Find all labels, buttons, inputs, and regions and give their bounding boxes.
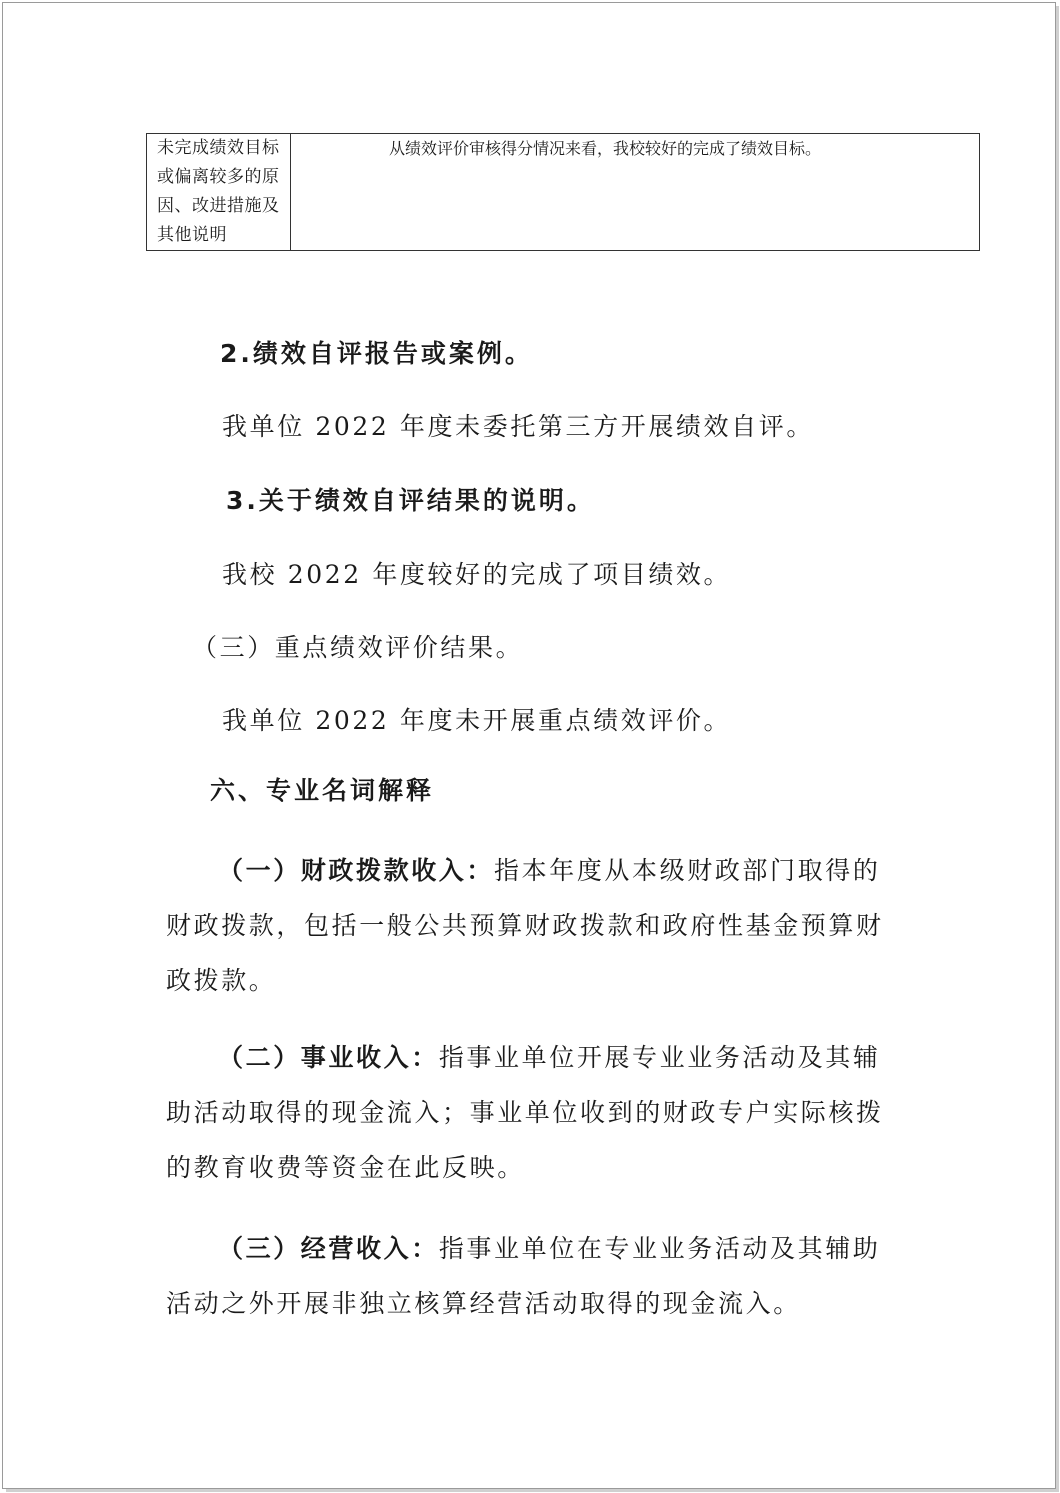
section-body-3: 我校 2022 年度较好的完成了项目绩效。 [222,560,732,589]
term-2-definition-start: 指事业单位开展专业业务活动及其辅 [438,1043,881,1072]
section-heading-2: 2.绩效自评报告或案例。 [220,339,533,368]
table-content-cell [291,134,980,251]
key-evaluation-body: 我单位 2022 年度未开展重点绩效评价。 [222,706,732,735]
chapter-six-heading: 六、专业名词解释 [210,776,435,805]
term-2-label: （二）事业收入： [218,1043,439,1072]
term-2-line-1 [218,1040,880,1076]
term-3-line-2: 活动之外开展非独立核算经营活动取得的现金流入。 [166,1289,801,1318]
term-2-line-3: 的教育收费等资金在此反映。 [166,1153,525,1182]
term-3-label: （三）经营收入： [218,1234,439,1263]
term-1-line-3: 政拨款。 [166,966,277,995]
table-label-line: 其他说明 [157,225,227,245]
term-3-definition-start: 指事业单位在专业业务活动及其辅助 [438,1234,881,1263]
table-row [147,134,980,251]
key-evaluation-heading: （三）重点绩效评价结果。 [192,633,524,662]
page-shadow [1056,6,1059,1492]
page-shadow [6,1489,1058,1492]
table-content-text: 从绩效评价审核得分情况来看，我校较好的完成了绩效目标。 [388,139,821,158]
section-body-2: 我单位 2022 年度未委托第三方开展绩效自评。 [222,412,814,441]
table-label-line: 未完成绩效目标 [157,138,280,158]
table-label-line: 或偏离较多的原 [157,167,280,187]
table-label-line: 因、改进措施及 [157,196,280,216]
section-heading-3: 3.关于绩效自评结果的说明。 [226,486,595,515]
term-2-line-2: 助活动取得的现金流入；事业单位收到的财政专户实际核拨 [166,1098,884,1127]
table-label-cell [147,134,291,251]
evaluation-table [146,133,980,251]
term-1-label: （一）财政拨款收入： [218,856,495,885]
term-3-line-1 [218,1231,880,1267]
term-1-line-1 [218,853,880,889]
term-1-definition-start: 指本年度从本级财政部门取得的 [494,856,881,885]
term-1-line-2: 财政拨款，包括一般公共预算财政拨款和政府性基金预算财 [166,911,884,940]
